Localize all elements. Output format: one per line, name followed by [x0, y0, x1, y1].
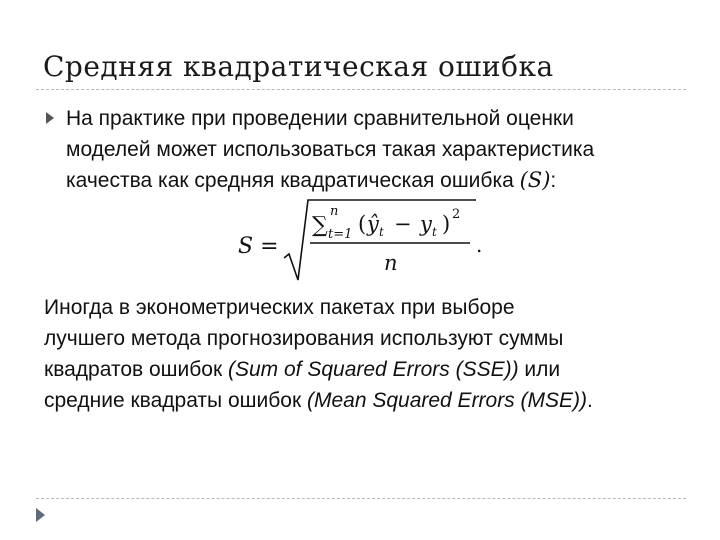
- sub-t-1: t: [379, 225, 384, 239]
- bullet-line-1: На практике при проведении сравнительной оценки: [66, 107, 574, 130]
- bullet-arrow-icon: [46, 112, 54, 124]
- paragraph-line-1: Иногда в эконометрических пакетах при выборе: [44, 296, 515, 319]
- mse-term: (Mean Squared Errors (MSE)): [306, 389, 588, 412]
- sum-lower: t=1: [328, 227, 353, 242]
- bullet-paragraph: [66, 103, 594, 196]
- bullet-line-2: моделей может использоваться такая характеристика: [66, 138, 595, 161]
- body-paragraph: [44, 292, 593, 416]
- paragraph-line-3: [44, 354, 593, 385]
- title-divider: [36, 89, 686, 90]
- denominator-n: n: [384, 251, 398, 275]
- slide-title: Средняя квадратическая ошибка: [43, 50, 554, 83]
- minus-sign: −: [394, 212, 412, 236]
- footer-divider: [36, 498, 686, 499]
- formula-period: .: [476, 233, 483, 257]
- paren-open: (: [358, 212, 367, 236]
- power-two: 2: [452, 207, 461, 222]
- symbol-s: (S): [519, 168, 551, 192]
- paragraph-line-2: лучшего метода прогнозирования используют суммы: [44, 327, 564, 350]
- paren-close: ): [442, 212, 451, 236]
- sum-upper: n: [330, 204, 339, 219]
- paragraph-line-3-tail: или: [518, 358, 561, 381]
- bullet-line-3: [66, 165, 594, 196]
- bullet-colon: :: [550, 169, 557, 192]
- paragraph-line-4-tail: .: [587, 389, 593, 412]
- paragraph-line-4-text: средние квадраты ошибок: [44, 389, 307, 412]
- rmse-formula: [232, 196, 492, 286]
- formula-lhs: S =: [238, 234, 279, 259]
- paragraph-line-3-text: квадратов ошибок: [44, 358, 228, 381]
- paragraph-line-4: [44, 385, 593, 416]
- y-hat: ŷ: [367, 212, 379, 236]
- y-var: y: [420, 212, 432, 236]
- sse-term: (Sum of Squared Errors (SSE)): [227, 358, 519, 381]
- slide-nav-arrow-icon[interactable]: [36, 508, 45, 522]
- sum-symbol: ∑: [312, 213, 328, 238]
- sub-t-2: t: [432, 225, 437, 239]
- bullet-line-3-text: качества как средняя квадратическая ошибка: [66, 169, 520, 192]
